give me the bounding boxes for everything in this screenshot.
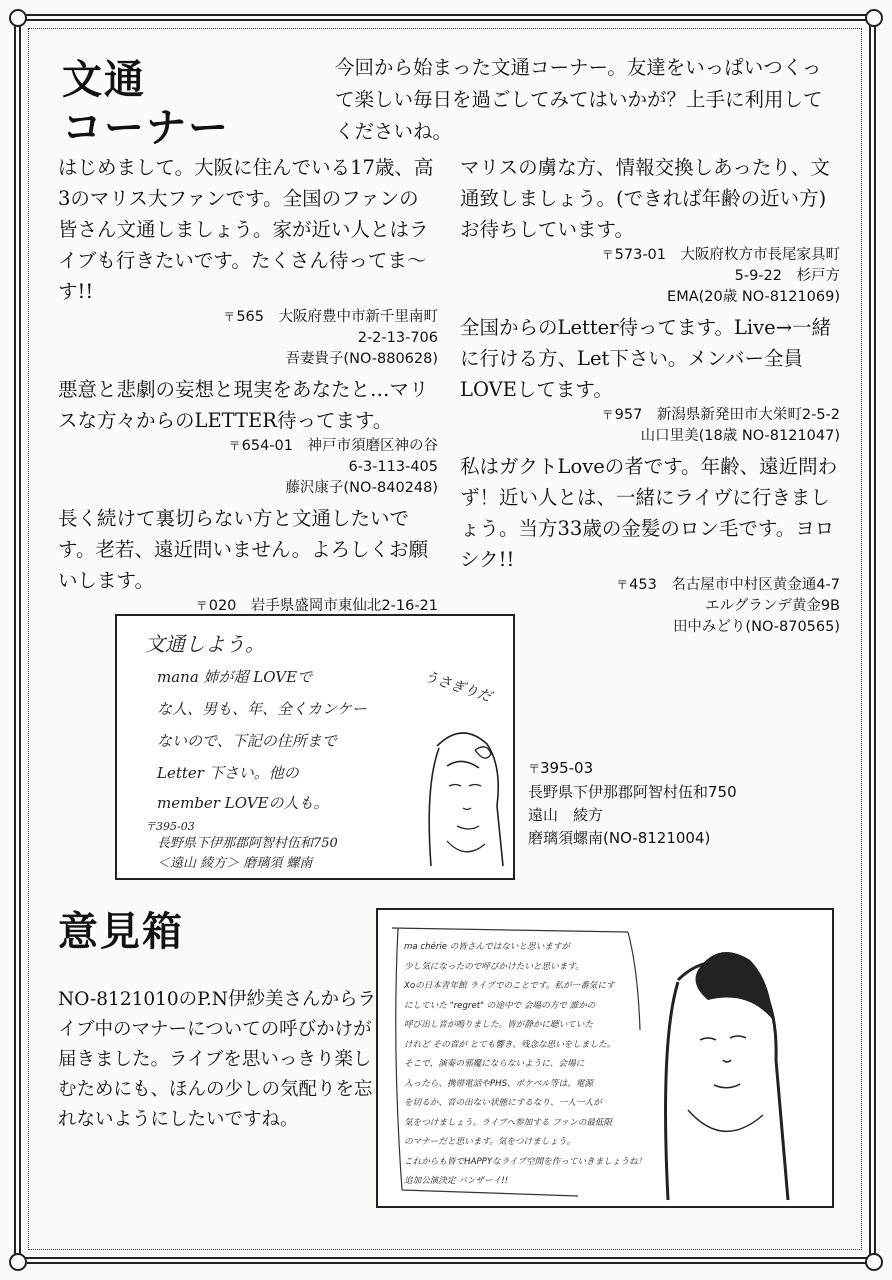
opinion-text: NO-8121010のP.N伊紗美さんからライブ中のマナーについての呼びかけが届きました。ライブを思いっきり楽しむためにも、ほんの少しの気配りを忘れないようにしたいですね。 bbox=[58, 989, 376, 1130]
card-name: 磨璃須螺南(NO-8121004) bbox=[528, 829, 711, 847]
card-addr2: 遠山 綾方 bbox=[528, 806, 604, 824]
card-line: ないので、下記の住所まで bbox=[157, 732, 337, 750]
letter-line: 呼び出し音が鳴りました。皆が静かに聴いていた bbox=[404, 1020, 594, 1030]
entry-name: 山口里美(18歳 NO-8121047) bbox=[640, 428, 840, 444]
letter-text bbox=[404, 938, 654, 1192]
entry-addr1: 大阪府豊中市新千里南町 bbox=[278, 309, 438, 325]
penpal-intro: 今回から始まった文通コーナー。友達をいっぱいつくって楽しい毎日を過ごしてみてはいかが？上手に利用してくださいね。 bbox=[335, 56, 823, 143]
penpal-entry bbox=[460, 451, 840, 638]
penpal-title-line2: コーナー bbox=[62, 105, 230, 151]
entry-message: はじめまして。大阪に住んでいる17歳、高3のマリス大ファンです。全国のファンの皆さん文通しましょう。家が近い人とはライブも行きたいです。たくさん待ってま～す!! bbox=[58, 156, 434, 303]
entry-zip: 〒 573-01 bbox=[602, 247, 666, 263]
entry-address bbox=[58, 436, 438, 499]
letter-line: これからも皆でHAPPYなライブ空間を作っていきましょうね！ bbox=[404, 1156, 647, 1167]
card-addr1: 長野県下伊那郡阿智村伍和750 bbox=[528, 783, 737, 801]
entry-message: 長く続けて裏切らない方と文通したいです。老若、遠近問いません。よろしくお願いします。 bbox=[58, 507, 429, 592]
letter-line: けれど その音が とても響き、残念な思いをしました。 bbox=[404, 1039, 616, 1050]
card-line: 〒395-03 bbox=[145, 820, 195, 833]
letter-line: Xoの日本青年館 ライブでのことです。私が一番気にす bbox=[404, 981, 615, 991]
entry-name: 藤沢康子(NO-840248) bbox=[285, 480, 438, 496]
entry-addr1: 神戸市須磨区神の谷 bbox=[307, 438, 438, 454]
entry-zip: 〒 565 bbox=[223, 309, 264, 325]
card-line: な人、男も、年、全くカンケー bbox=[157, 700, 367, 718]
card-line: 長野県下伊那郡阿智村伍和750 bbox=[157, 836, 338, 851]
letter-line: 少し気になったので呼びかけたいと思います。 bbox=[404, 961, 584, 972]
penpal-entry bbox=[460, 152, 840, 308]
entry-address bbox=[460, 575, 840, 638]
penpal-entry bbox=[460, 312, 840, 447]
reader-letter-image bbox=[376, 908, 834, 1208]
penpal-entry bbox=[58, 152, 438, 370]
entry-address bbox=[58, 307, 438, 370]
entry-address bbox=[460, 245, 840, 308]
handwritten-card bbox=[115, 614, 515, 880]
postal-mark-icon: 〒 bbox=[528, 762, 541, 776]
entry-addr1: 新潟県新発田市大栄町2-5-2 bbox=[656, 407, 840, 423]
entry-message: 全国からのLetter待ってます。Live→一緒に行ける方、Let下さい。メンバー全員LOVEしてます。 bbox=[460, 316, 832, 401]
entry-addr1: 名古屋市中村区黄金通4-7 bbox=[671, 577, 840, 593]
card-line: member LOVEの人も。 bbox=[157, 794, 329, 812]
entry-message: 私はガクトLoveの者です。年齢、遠近問わず！近い人とは、一緒にライヴに行きましょう。当方33歳の金髪のロン毛です。ヨロシク!! bbox=[460, 455, 838, 571]
penpal-entry bbox=[58, 374, 438, 499]
entry-zip: 〒 957 bbox=[602, 407, 643, 423]
letter-line: 気をつけましょう。ライブへ参加する ファンの最低限 bbox=[404, 1117, 613, 1128]
letter-line: 追加公演決定 バンザーイ!! bbox=[404, 1176, 509, 1186]
penpal-section-title bbox=[62, 56, 230, 152]
card-line: mana 姉が超 LOVEで bbox=[157, 668, 313, 686]
girl-illustration bbox=[417, 726, 507, 871]
card-zip: 395-03 bbox=[540, 759, 594, 777]
card-address bbox=[528, 757, 737, 850]
entry-addr1: 大阪府枚方市長尾家具町 bbox=[680, 247, 840, 263]
corner-ornament bbox=[9, 1253, 27, 1271]
penpal-left-column bbox=[58, 152, 438, 642]
letter-line: 入ったら、携帯電話やPHS、ポケベル等は、電源 bbox=[404, 1078, 593, 1089]
letter-line: を切るか、音の出ない状態にするなり、一人一人が bbox=[404, 1098, 602, 1108]
entry-addr2: 2-2-13-706 bbox=[357, 330, 438, 346]
entry-zip: 〒 453 bbox=[616, 577, 657, 593]
entry-message: 悪意と悲劇の妄想と現実をあなたと…マリスな方々からのLETTER待ってます。 bbox=[58, 378, 429, 432]
entry-addr2: エルグランデ黄金9B bbox=[705, 598, 840, 614]
card-side-note: うさぎりだ bbox=[421, 668, 494, 706]
opinion-box-title: 意見箱 bbox=[58, 909, 184, 955]
entry-name: 田中みどり(NO-870565) bbox=[672, 619, 840, 635]
card-line: Letter 下さい。他の bbox=[157, 764, 299, 782]
entry-addr1: 岩手県盛岡市東仙北2-16-21 bbox=[250, 598, 438, 614]
penpal-right-column bbox=[460, 152, 840, 642]
entry-addr2: 6-3-113-405 bbox=[348, 459, 438, 475]
letter-line: にしていた "regret" の途中で 会場の方で 誰かの bbox=[404, 1000, 596, 1011]
entry-zip: 〒 020 bbox=[196, 598, 237, 614]
entry-message: マリスの虜な方、情報交換しあったり、文通致しましょう。(できれば年齢の近い方)お待ちしています。 bbox=[460, 156, 830, 241]
corner-ornament bbox=[865, 9, 883, 27]
letter-line: ma chérie の皆さんではないと思いますが bbox=[404, 942, 571, 952]
letter-line: のマナーだと思います。気をつけましょう。 bbox=[404, 1137, 576, 1147]
entry-name: 吾妻貴子(NO-880628) bbox=[285, 351, 438, 367]
letter-line: そこで、演奏の邪魔にならないように、会場に bbox=[404, 1059, 585, 1069]
entry-addr2: 5-9-22 杉戸方 bbox=[734, 268, 840, 284]
card-line: ＜遠山 綾方＞ 磨璃須 螺南 bbox=[157, 856, 313, 871]
entry-zip: 〒 654-01 bbox=[229, 438, 293, 454]
card-line: 文通しよう。 bbox=[145, 632, 265, 656]
corner-ornament bbox=[9, 9, 27, 27]
entry-name: EMA(20歳 NO-8121069) bbox=[667, 289, 840, 305]
entry-address bbox=[460, 405, 840, 447]
corner-ornament bbox=[865, 1253, 883, 1271]
penpal-title-line1: 文通 bbox=[62, 57, 146, 103]
